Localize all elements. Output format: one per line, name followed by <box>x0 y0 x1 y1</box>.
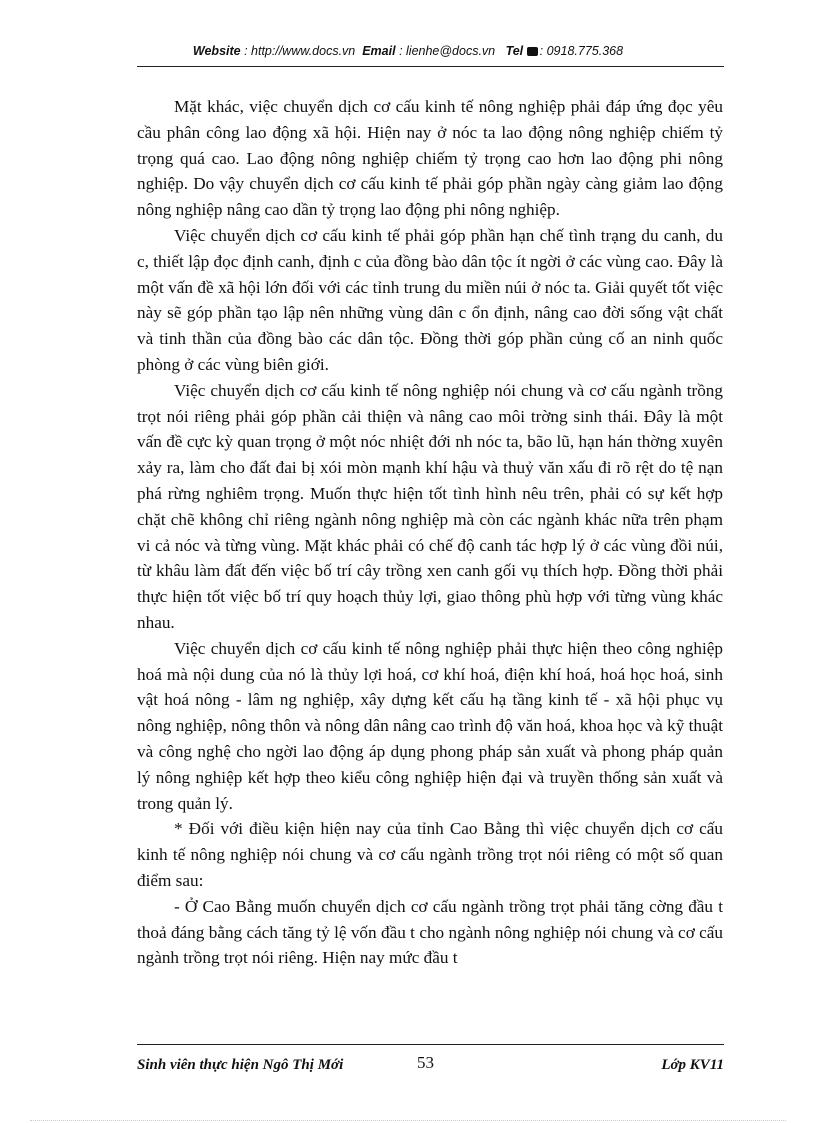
student-name: Sinh viên thực hiện Ngô Thị Mới <box>137 1057 344 1073</box>
page-number: 53 <box>417 1053 434 1072</box>
bottom-border <box>30 1120 786 1121</box>
phone-icon <box>527 47 538 56</box>
header-divider <box>137 66 724 67</box>
paragraph: Việc chuyển dịch cơ cấu kinh tế nông nghiệp phải thực hiện theo công nghiệp hoá mà nội dung của nó là thủy lợi hoá, cơ khí hoá, điện khí hoá, hoá học hoá, sinh vật hoá nông - lâm ng nghiệp, xây dựng kết cấu hạ tầng kinh tế - xã hội phục vụ nông nghiệp, nông thôn và nông dân nâng cao trình độ văn hoá, khoa học và kỹ thuật và công nghệ cho ngời lao động áp dụng phong pháp sản xuất và phong pháp quản lý nông nghiệp kết hợp theo kiểu công nghiệp hiện đại và truyền thống sản xuất và trong quản lý. <box>137 638 723 813</box>
document-body <box>137 94 723 971</box>
page-footer <box>137 1053 724 1077</box>
class-label: Lớp KV11 <box>661 1057 724 1073</box>
website-label: Website <box>192 44 241 58</box>
footer-divider <box>137 1044 724 1045</box>
paragraph: Mặt khác, việc chuyển dịch cơ cấu kinh tế nông nghiệp phải đáp ứng đọc yêu cầu phân công lao động xã hội. Hiện nay ở nóc ta lao động nông nghiệp chiếm tỷ trọng quá cao. Lao động nông nghiệp chiếm tỷ trọng cao hơn lao động phi nông nghiệp. Do vậy chuyển dịch cơ cấu kinh tế phải góp phần ngày càng giảm lao động nông nghiệp nâng cao dần tỷ trọng lao động phi nông nghiệp. <box>137 97 723 220</box>
email-value: : lienhe@docs.vn <box>399 44 496 58</box>
paragraph: - Ở Cao Bằng muốn chuyển dịch cơ cấu ngành trồng trọt phải tăng cờng đầu t thoả đáng bằng cách tăng tỷ lệ vốn đầu t cho ngành nông nghiệp nói chung và cơ cấu ngành trồng trọt nói riêng. Hiện nay mức đầu t <box>137 896 723 968</box>
email-label: Email <box>362 44 396 58</box>
paragraph: * Đối với điều kiện hiện nay của tỉnh Cao Bằng thì việc chuyển dịch cơ cấu kinh tế nông nghiệp nói chung và cơ cấu ngành trồng trọt nói riêng có một số quan điểm sau: <box>137 819 723 890</box>
tel-label: Tel <box>505 44 524 58</box>
paragraph: Việc chuyển dịch cơ cấu kinh tế nông nghiệp nói chung và cơ cấu ngành trồng trọt nói riêng phải góp phần cải thiện và nâng cao môi trờng sinh thái. Đây là một vấn đề cực kỳ quan trọng ở một nóc nhiệt đới nh nóc ta, bão lũ, hạn hán thờng xuyên xảy ra, làm cho đất đai bị xói mòn mạnh khí hậu và thuỷ văn xấu đi rõ rệt do tệ nạn phá rừng nghiêm trọng. Muốn thực hiện tốt tình hình nêu trên, phải có sự kết hợp chặt chẽ không chỉ riêng ngành nông nghiệp mà còn các ngành khác nữa trên phạm vi cả nóc và từng vùng. Mặt khác phải có chế độ canh tác hợp lý ở các vùng đồi núi, từ khâu làm đất đến việc bố trí cây trồng xen canh gối vụ thích hợp. Đồng thời phải thực hiện tốt việc bố trí quy hoạch thủy lợi, giao thông phù hợp với từng vùng khác nhau. <box>137 380 723 632</box>
tel-value: : 0918.775.368 <box>539 44 624 58</box>
website-value: : http://www.docs.vn <box>244 44 356 58</box>
paragraph: Việc chuyển dịch cơ cấu kinh tế phải góp phần hạn chế tình trạng du canh, du c, thiết lập đọc định canh, định c của đồng bào dân tộc ít ngời ở các vùng cao. Đây là một vấn đề xã hội lớn đối với các tỉnh trung du miền núi ở nóc ta. Giải quyết tốt việc này sẽ góp phần tạo lập nên những vùng dân c ổn định, nâng cao đời sống vật chất và tinh thần của đồng bào các dân tộc. Đồng thời góp phần củng cố an ninh quốc phòng ở các vùng biên giới. <box>137 225 723 374</box>
page-header <box>0 44 816 58</box>
